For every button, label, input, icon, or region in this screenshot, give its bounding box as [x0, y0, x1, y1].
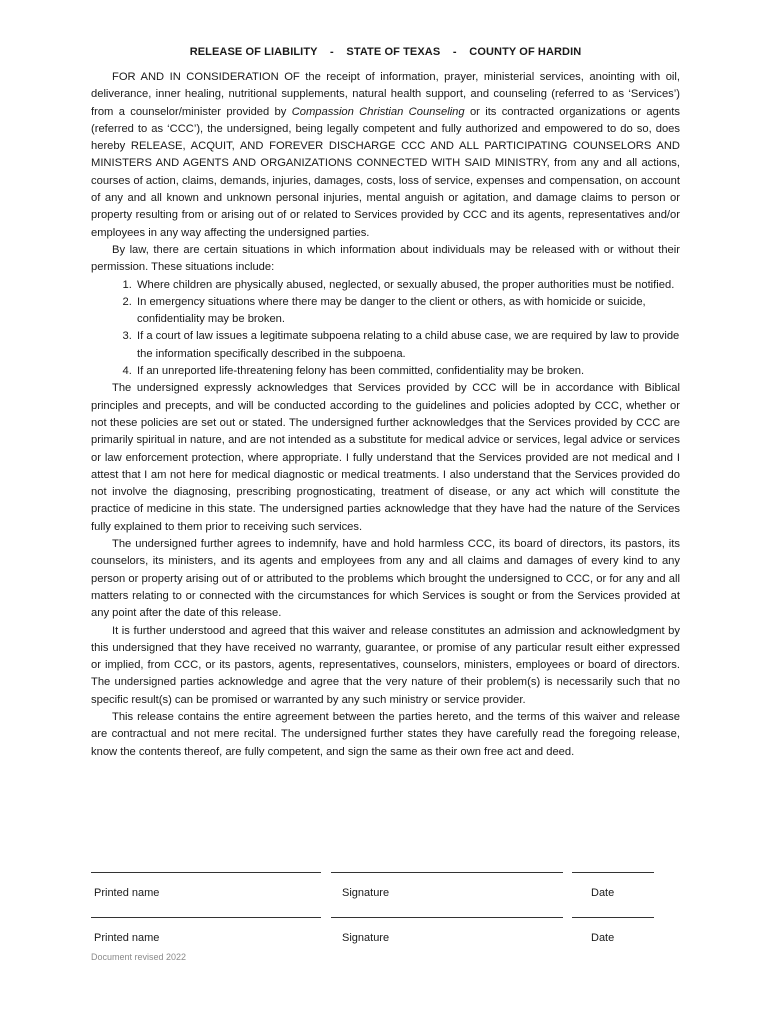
signature-label: Signature	[342, 887, 390, 899]
date-line[interactable]	[572, 872, 654, 873]
signature-line[interactable]	[331, 917, 563, 918]
date-label: Date	[591, 887, 615, 899]
disclosure-intro-paragraph: By law, there are certain situations in which information about individuals may be released with or without their permission. These situations include:	[91, 243, 680, 274]
printed-name-label: Printed name	[94, 932, 160, 944]
disclosure-situations-list	[91, 277, 680, 381]
consideration-text-start: FOR AND IN CONSIDERATION OF the receipt of information, prayer, ministerial services, anointing with oil, deliverance, inner healing, nutritional supplements, natural health support, and counseling (referred to as ‘Services’) from a counselor/minister provided by	[91, 71, 680, 118]
date-label: Date	[591, 932, 615, 944]
list-item: 1. Where children are physically abused, neglected, or sexually abused, the proper authorities must be notified.	[135, 277, 680, 294]
organization-name: Compassion Christian Counseling	[291, 105, 465, 118]
release-document	[91, 44, 680, 761]
acknowledgement-paragraph: The undersigned expressly acknowledges that Services provided by CCC will be in accordance with Biblical principles and precepts, and will be conducted according to the guidelines and policies adopted by CCC, whether or not these policies are set out or stated. The undersigned further acknowledges that the Services provided by CCC are primarily spiritual in nature, and are not intended as a substitute for medical advice or services, legal advice or services or law enforcement protection, where appropriate. I fully understand that the Services provided are not medical and I attest that I am not here for medical diagnostic or medical treatments. I also understand that the Services provided do not involve the diagnosing, prescribing prognosticating, treatment of disease, or any act which will constitute the practice of medicine in this state. The undersigned parties acknowledge that they have had the nature of the Services fully explained to them prior to receiving such services.	[91, 382, 680, 533]
signature-label: Signature	[342, 932, 390, 944]
entire-agreement-paragraph: This release contains the entire agreement between the parties hereto, and the terms of this waiver and release are contractual and not mere recital. The undersigned further states they have carefully read the foregoing release, know the contents thereof, are fully competent, and sign the same as their own free act and deed.	[91, 710, 680, 758]
list-item: 2. In emergency situations where there may be danger to the client or others, as with homicide or suicide, confidentiality may be broken.	[135, 294, 680, 329]
printed-name-line[interactable]	[91, 917, 321, 918]
consideration-text-end: or its contracted organizations or agents (referred to as ‘CCC’), the undersigned, being legally competent and fully authorized and empowered to do so, does hereby RELEASE, ACQUIT, AND FOREVER DISCHARGE CCC AND ALL PARTICIPATING COUNSELORS AND MINISTERS AND AGENTS AND ORGANIZATIONS CONNECTED WITH SAID MINISTRY, from any and all actions, courses of action, claims, demands, injuries, damages, costs, loss of service, expenses and compensation, on account of any and all known and unknown personal injuries, mental anguish or agitation, and damage claims to person or property resulting from or arising out of or related to Services provided by CCC and its agents, representatives and/or employees in any way affecting the undersigned parties.	[91, 105, 680, 239]
printed-name-label: Printed name	[94, 887, 160, 899]
revision-note: Document revised 2022	[91, 952, 187, 962]
no-warranty-paragraph: It is further understood and agreed that this waiver and release constitutes an admission and acknowledgment by this undersigned that they have received no warranty, guarantee, or promise of any particular result either expressed or implied, from CCC, or its pastors, agents, representatives, counselors, ministers, employees or board of directors. The undersigned parties acknowledge and agree that the very nature of their problem(s) is necessarily such that no specific result(s) can be promised or warranted by any such ministry or service provider.	[91, 624, 680, 706]
date-line[interactable]	[572, 917, 654, 918]
consideration-paragraph	[91, 69, 680, 242]
printed-name-line[interactable]	[91, 872, 321, 873]
indemnify-paragraph: The undersigned further agrees to indemnify, have and hold harmless CCC, its board of directors, its pastors, its counselors, its ministers, and its agents and employees from any and all claims and damages of every kind to any person or property arising out of or attributed to the problems which brought the undersigned to CCC, or for any and all matters relating to or connected with the circumstances for which Services is sought or from the Services provided at any point after the date of this release.	[91, 538, 680, 620]
list-item: 3. If a court of law issues a legitimate subpoena relating to a child abuse case, we are required by law to provide the information specifically described in the subpoena.	[135, 328, 680, 363]
document-title: RELEASE OF LIABILITY - STATE OF TEXAS - COUNTY OF HARDIN	[189, 46, 582, 58]
list-item: 4. If an unreported life-threatening felony has been committed, confidentiality may be broken.	[135, 363, 680, 380]
signature-line[interactable]	[331, 872, 563, 873]
